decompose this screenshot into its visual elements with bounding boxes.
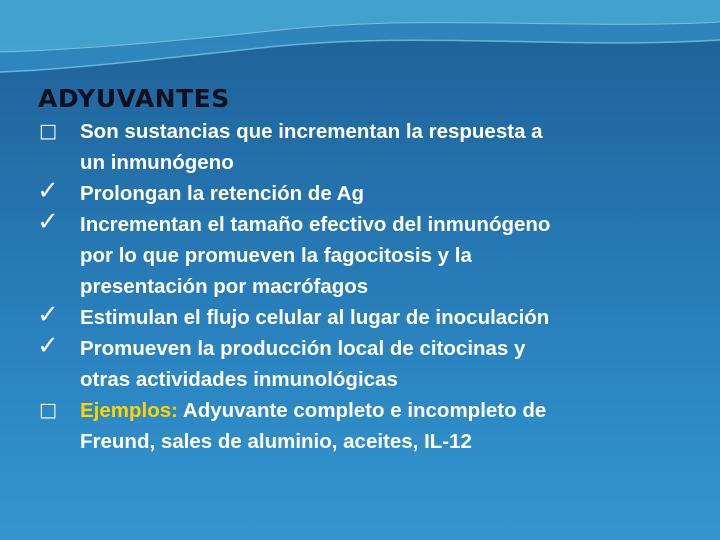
bullet-item bbox=[30, 302, 690, 333]
bullet-list bbox=[30, 116, 690, 457]
bullet-item bbox=[30, 178, 690, 209]
examples-text: Adyuvante completo e incompleto de bbox=[182, 399, 547, 422]
checkmark-icon: ✓ bbox=[37, 207, 59, 237]
square-bullet-icon: □ bbox=[39, 399, 57, 421]
bullet-item bbox=[30, 116, 690, 178]
bullet-text-line: Estimulan el flujo celular al lugar de inoculación bbox=[80, 306, 550, 329]
bullet-item bbox=[30, 333, 690, 395]
bullet-text-line: Son sustancias que incrementan la respuesta a bbox=[80, 120, 543, 143]
bullet-text-line: Prolongan la retención de Ag bbox=[80, 182, 364, 205]
bullet-item bbox=[30, 395, 690, 457]
checkmark-icon: ✓ bbox=[37, 300, 59, 330]
bullet-item bbox=[30, 209, 690, 302]
checkmark-icon: ✓ bbox=[37, 176, 59, 206]
bullet-text-line: Incrementan el tamaño efectivo del inmunógeno bbox=[80, 213, 551, 236]
bullet-text-line: Promueven la producción local de citocinas y bbox=[80, 337, 526, 360]
decorative-wave-banner bbox=[0, 0, 720, 95]
bullet-text-line: por lo que promueven la fagocitosis y la bbox=[80, 244, 472, 267]
slide-title: ADYUVANTES bbox=[38, 84, 230, 113]
checkmark-icon: ✓ bbox=[37, 331, 59, 361]
bullet-text-line: presentación por macrófagos bbox=[80, 275, 369, 298]
square-bullet-icon: □ bbox=[39, 120, 57, 142]
bullet-text-line: un inmunógeno bbox=[80, 151, 234, 174]
bullet-text-line bbox=[80, 395, 690, 426]
examples-label: Ejemplos: bbox=[80, 399, 178, 422]
bullet-text-line: otras actividades inmunológicas bbox=[80, 368, 398, 391]
bullet-text-line: Freund, sales de aluminio, aceites, IL-12 bbox=[80, 430, 472, 453]
